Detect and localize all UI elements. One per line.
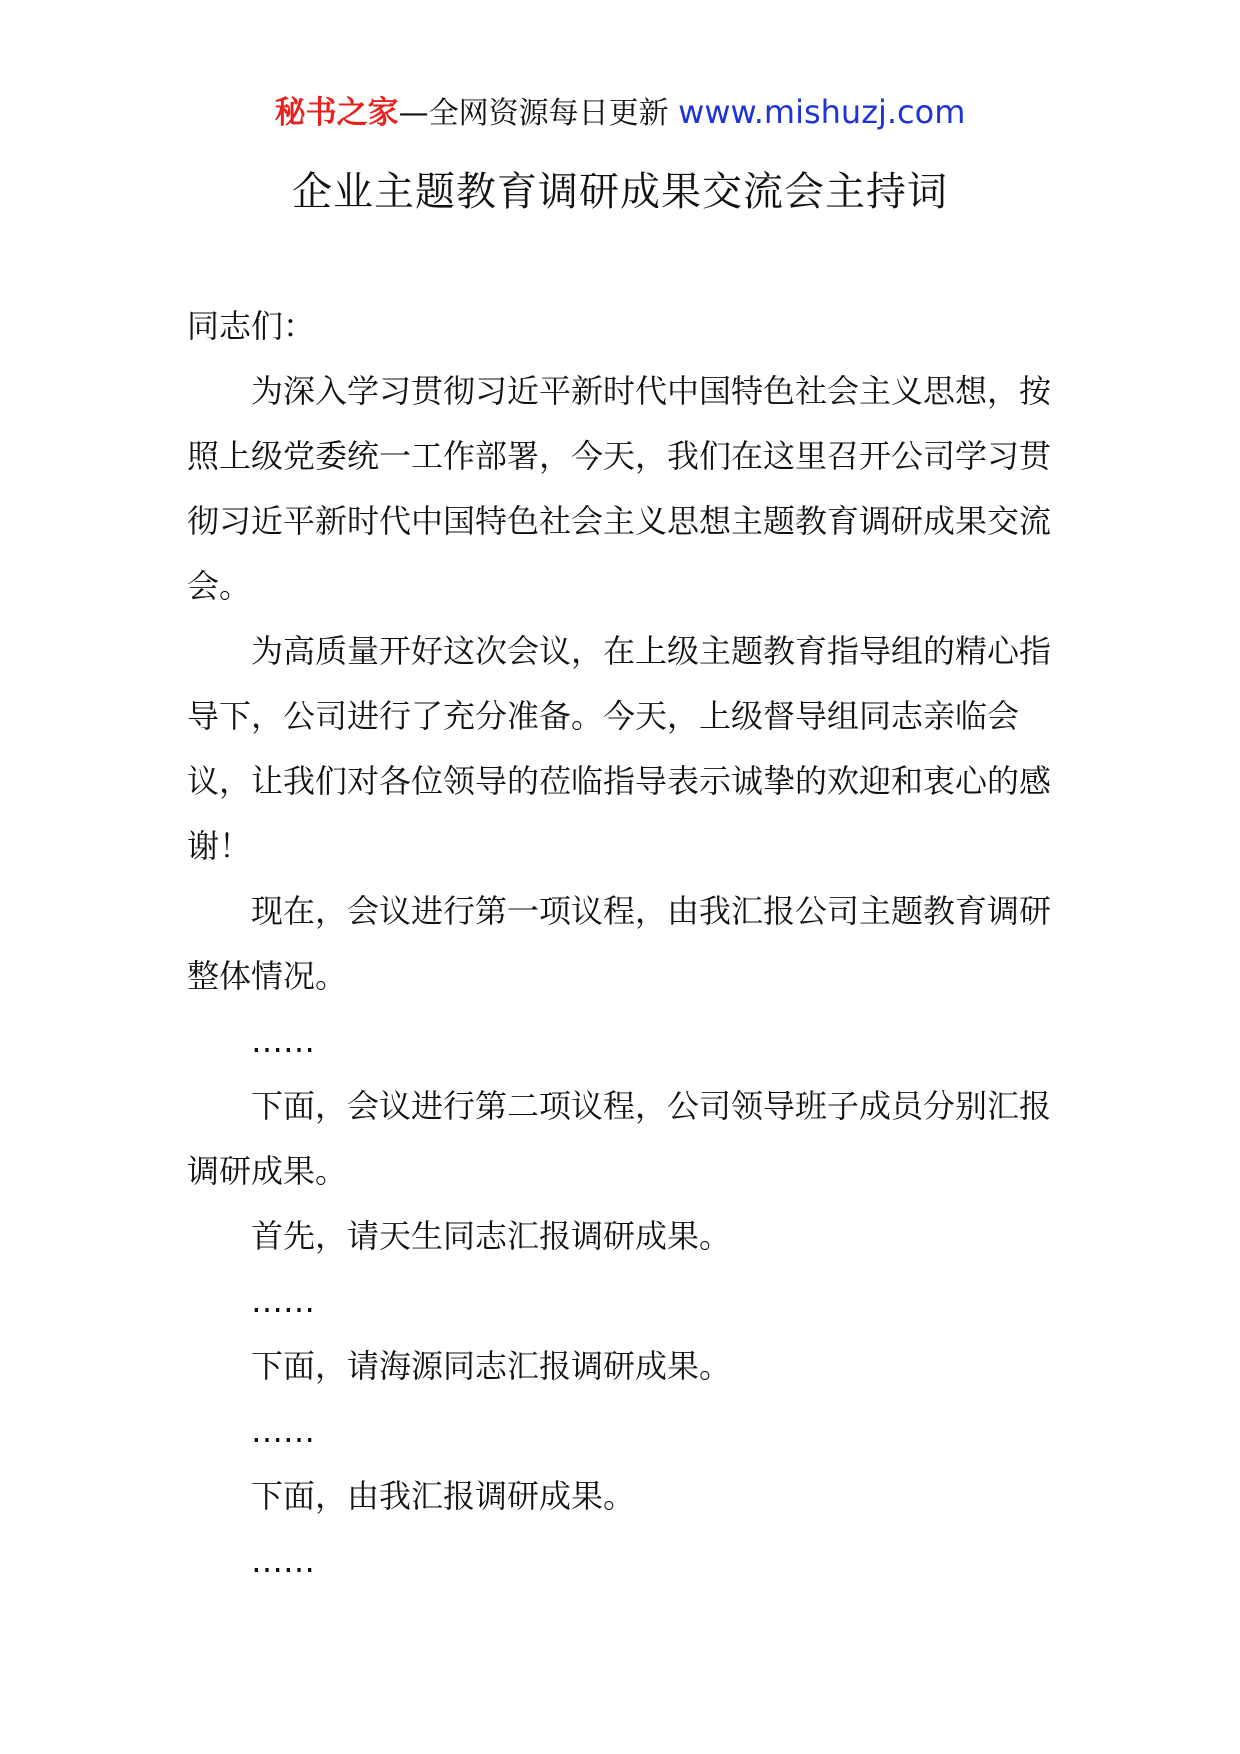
paragraph: 下面，由我汇报调研成果。: [251, 1477, 636, 1515]
paragraph: 为深入学习贯彻习近平新时代中国特色社会主义思想，按照上级党委统一工作部署，今天，我们在这里召开公司学习贯彻习近平新时代中国特色社会主义思想主题教育调研成果交流会。: [187, 372, 1052, 605]
ellipsis: ……: [251, 1412, 315, 1450]
paragraph: 为高质量开好这次会议，在上级主题教育指导组的精心指导下，公司进行了充分准备。今天，上级督导组同志亲临会议，让我们对各位领导的莅临指导表示诚挚的欢迎和衷心的感谢！: [187, 632, 1052, 865]
document-title: 企业主题教育调研成果交流会主持词: [292, 169, 948, 215]
paragraph: 下面，请海源同志汇报调研成果。: [251, 1347, 732, 1385]
paragraph: 首先，请天生同志汇报调研成果。: [251, 1217, 732, 1255]
brand-name: 秘书之家: [274, 95, 399, 131]
ellipsis: ……: [251, 1282, 315, 1320]
watermark-header: [0, 92, 1240, 134]
header-tagline: —全网资源每日更新: [398, 96, 669, 131]
document-body: [187, 294, 1055, 1594]
site-url[interactable]: www.mishuzj.com: [678, 93, 966, 131]
ellipsis: ……: [251, 1542, 315, 1580]
paragraph: 现在，会议进行第一项议程，由我汇报公司主题教育调研整体情况。: [187, 892, 1052, 995]
paragraph: 下面，会议进行第二项议程，公司领导班子成员分别汇报调研成果。: [187, 1087, 1052, 1190]
ellipsis: ……: [251, 1022, 315, 1060]
salutation: 同志们：: [187, 307, 316, 345]
